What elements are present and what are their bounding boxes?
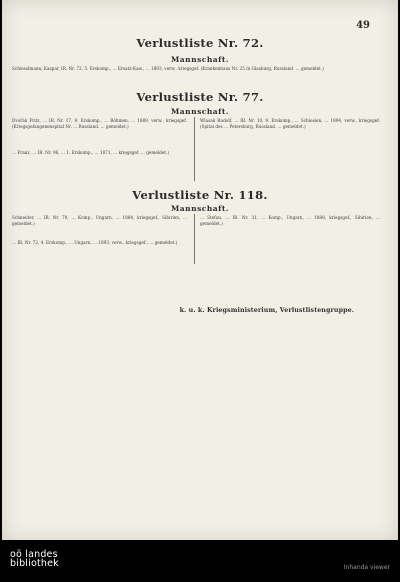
section-title: Verlustliste Nr. 72. (136, 36, 264, 50)
library-logo[interactable] (10, 550, 59, 568)
list-entry: Dvořák Fritz, ... IR. Nr. 17, 9. Erskomp., ... Böhmen, ... 1889, verw., kriegsgef. (Kriegsgefangenenspital Nr. ... Russland. ... gemeldet.) (12, 118, 187, 129)
viewer-footer (0, 540, 400, 582)
viewer-link[interactable]: Inhanda viewer (343, 564, 390, 571)
signature-line: k. u. k. Kriegsministerium, Verlustlistengruppe. (179, 307, 354, 314)
page-number: 49 (356, 20, 370, 31)
section-title: Verlustliste Nr. 118. (132, 188, 268, 202)
list-entry: Schneider, ... IR. Nr. 79, ... Komp., Ungarn, ... 1884, kriegsgef., Sibirien, ... gemeldet.) (12, 215, 187, 226)
list-entry: ... Franz, ... IR. Nr. 96, ... 1. Erskomp., ... 1871, ... kriegsgef. ... gemeldet.) (12, 150, 169, 155)
section-subtitle: Mannschaft. (171, 107, 229, 116)
section-title: Verlustliste Nr. 77. (136, 90, 264, 104)
document-sheet (2, 0, 398, 540)
column-divider (194, 117, 195, 181)
list-entry: Schiesslmann, Kaspar, IR. Nr. 72, 5. Erskomp., ... Ersatz-Kaw., ... 1893, verw., kriegsgef. (Krankenhaus Nr. 25 in Glasburg, Russland. ... gemeldet.) (12, 66, 324, 71)
column-divider (194, 214, 195, 264)
section-subtitle: Mannschaft. (171, 55, 229, 64)
logo-line-1: oö landes (10, 549, 58, 560)
list-entry: ... Stefan, ... IR. Nr. 31, ... Komp., Ungarn, ... 1888, kriegsgef., Sibirien, ... gemeldet.) (200, 215, 380, 226)
list-entry: Wlasak Rudolf, ... IR. Nr. 10, 9. Erskomp., ... Schlesien, ... 1894, verw., kriegsgef. (Spital des ... Petersburg, Russland. ... gemeldet.) (200, 118, 380, 129)
list-entry: ... IR. Nr. 72, 4. Erskomp., ... Ungarn, ... 1893, verw., kriegsgef., ... gemeldet.) (12, 240, 178, 245)
logo-line-2: bibliothek (10, 558, 59, 569)
section-subtitle: Mannschaft. (171, 204, 229, 213)
